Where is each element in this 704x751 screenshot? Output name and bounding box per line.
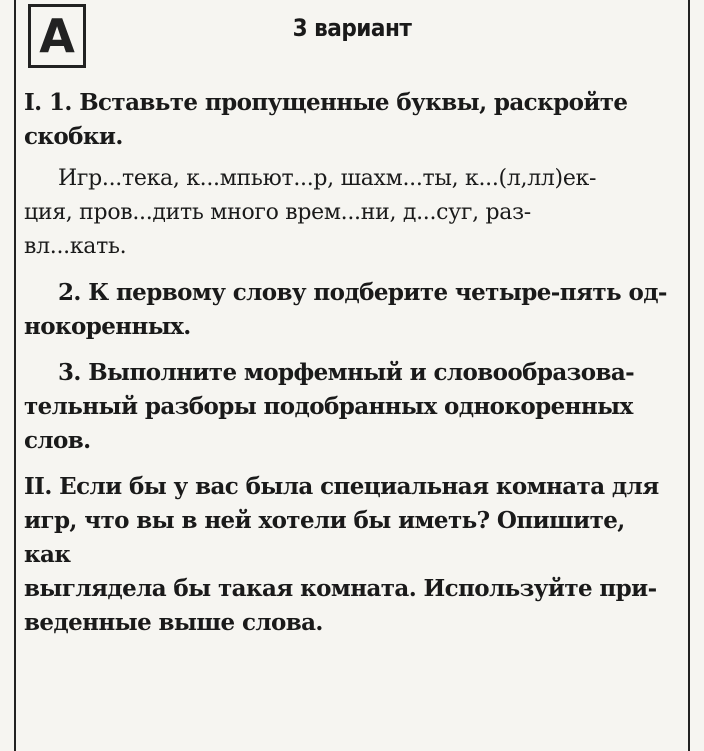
part-2-line-2: игр, что вы в ней хотели бы иметь? Опишите, как [24, 507, 625, 568]
part-2-line-3: выглядела бы такая комната. Используйте при- [24, 575, 657, 602]
task-1 [24, 86, 672, 154]
task-2-line-1: 2. К первому слову подберите четыре-пять од- [58, 279, 667, 306]
word-list-line-1: Игр...тека, к...мпьют...р, шахм...ты, к...(л,лл)ек- [58, 166, 597, 191]
task-2 [24, 276, 672, 344]
task-3-line-2: тельный разборы подобранных однокоренных [24, 393, 633, 420]
variant-letter: А [39, 9, 75, 63]
part-2-line-1: II. Если бы у вас была специальная комната для [24, 473, 659, 500]
part-2-line-4: веденные выше слова. [24, 609, 323, 636]
task-3 [24, 356, 672, 458]
task-part-2 [24, 470, 672, 640]
word-list-line-3: вл...кать. [24, 234, 127, 259]
task-3-line-3: слов. [24, 427, 91, 454]
variant-title: 3 вариант [292, 14, 412, 42]
task-3-line-1: 3. Выполните морфемный и словообразова- [58, 359, 635, 386]
task-2-line-2: нокоренных. [24, 313, 191, 340]
task-1-line-2: скобки. [24, 123, 123, 150]
word-list-line-2: ция, пров...дить много врем...ни, д...суг, раз- [24, 200, 531, 225]
worksheet-content [24, 86, 672, 640]
task-1-line-1: I. 1. Вставьте пропущенные буквы, раскройте [24, 89, 628, 116]
word-list [24, 162, 672, 264]
